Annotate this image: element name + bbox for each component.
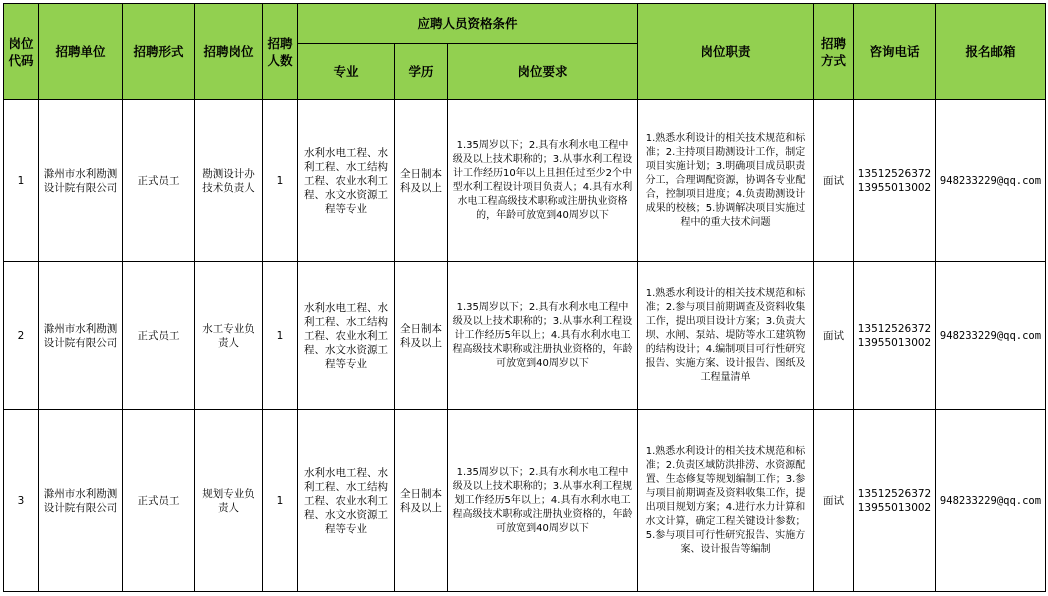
cell-code: 3 [4,410,39,592]
cell-email: 948233229@qq.com [936,100,1046,262]
cell-duties: 1.熟悉水利设计的相关技术规范和标准；2.主持项目勘测设计工作，制定项目实施计划；3.明确项目成员职责分工，合理调配资源，协调各专业配合，控制项目进度；4.负责勘测设计成果的校核；5.协调解决项目实施过程中的重大技术问题 [638,100,814,262]
header-code: 岗位代码 [4,4,39,100]
table-row [4,262,1046,410]
cell-duties: 1.熟悉水利设计的相关技术规范和标准；2.参与项目前期调查及资料收集工作，提出项目设计方案；3.负责大坝、水闸、泵站、堤防等水工建筑物的结构设计；4.编制项目可行性研究报告、实施方案、设计报告、图纸及工程量清单 [638,262,814,410]
header-requirement: 岗位要求 [448,44,638,100]
phone-1: 13512526372 [857,167,932,180]
cell-major: 水利水电工程、水利工程、水工结构工程、农业水利工程、水文水资源工程等专业 [298,410,395,592]
cell-education: 全日制本科及以上 [395,100,448,262]
cell-requirement: 1.35周岁以下；2.具有水利水电工程中级及以上技术职称的；3.从事水利工程规划工作经历5年以上；4.具有水利水电工程高级技术职称或注册执业资格的，年龄可放宽到40周岁以下 [448,410,638,592]
cell-method: 面试 [814,100,854,262]
cell-phone [854,100,936,262]
phone-1: 13512526372 [857,487,932,500]
cell-post: 规划专业负责人 [195,410,263,592]
header-method: 招聘方式 [814,4,854,100]
phone-2: 13955013002 [857,336,932,349]
cell-major: 水利水电工程、水利工程、水工结构工程、农业水利工程、水文水资源工程等专业 [298,262,395,410]
cell-method: 面试 [814,410,854,592]
header-unit: 招聘单位 [39,4,123,100]
header-qualification: 应聘人员资格条件 [298,4,638,44]
phone-1: 13512526372 [857,322,932,335]
header-form: 招聘形式 [123,4,195,100]
table-row [4,410,1046,592]
cell-requirement: 1.35周岁以下；2.具有水利水电工程中级及以上技术职称的；3.从事水利工程设计工作经历10年以上且担任过至少2个中型水利工程设计项目负责人；4.具有水利水电工程高级技术职称或注册执业资格的，年龄可放宽到40周岁以下 [448,100,638,262]
header-education: 学历 [395,44,448,100]
cell-post: 水工专业负责人 [195,262,263,410]
cell-form: 正式员工 [123,262,195,410]
cell-form: 正式员工 [123,100,195,262]
cell-form: 正式员工 [123,410,195,592]
cell-code: 2 [4,262,39,410]
cell-phone [854,262,936,410]
cell-education: 全日制本科及以上 [395,262,448,410]
cell-education: 全日制本科及以上 [395,410,448,592]
cell-unit: 滁州市水利勘测设计院有限公司 [39,262,123,410]
header-phone: 咨询电话 [854,4,936,100]
cell-requirement: 1.35周岁以下；2.具有水利水电工程中级及以上技术职称的；3.从事水利工程设计工作经历5年以上；4.具有水利水电工程高级技术职称或注册执业资格的，年龄可放宽到40周岁以下 [448,262,638,410]
cell-email: 948233229@qq.com [936,262,1046,410]
header-duties: 岗位职责 [638,4,814,100]
cell-major: 水利水电工程、水利工程、水工结构工程、农业水利工程、水文水资源工程等专业 [298,100,395,262]
cell-unit: 滁州市水利勘测设计院有限公司 [39,100,123,262]
phone-2: 13955013002 [857,501,932,514]
cell-count: 1 [263,410,298,592]
header-email: 报名邮箱 [936,4,1046,100]
cell-method: 面试 [814,262,854,410]
header-count: 招聘人数 [263,4,298,100]
cell-code: 1 [4,100,39,262]
header-post: 招聘岗位 [195,4,263,100]
cell-count: 1 [263,100,298,262]
header-major: 专业 [298,44,395,100]
cell-phone [854,410,936,592]
table-row [4,100,1046,262]
recruitment-table [3,3,1046,592]
cell-post: 勘测设计办技术负责人 [195,100,263,262]
cell-email: 948233229@qq.com [936,410,1046,592]
header-row-1 [4,4,1046,44]
phone-2: 13955013002 [857,181,932,194]
cell-duties: 1.熟悉水利设计的相关技术规范和标准；2.负责区域防洪排涝、水资源配置、生态修复等规划编制工作；3.参与项目前期调查及资料收集工作，提出项目规划方案；4.进行水力计算和水文计算，确定工程关键设计参数；5.参与项目可行性研究报告、实施方案、设计报告等编制 [638,410,814,592]
cell-unit: 滁州市水利勘测设计院有限公司 [39,410,123,592]
cell-count: 1 [263,262,298,410]
